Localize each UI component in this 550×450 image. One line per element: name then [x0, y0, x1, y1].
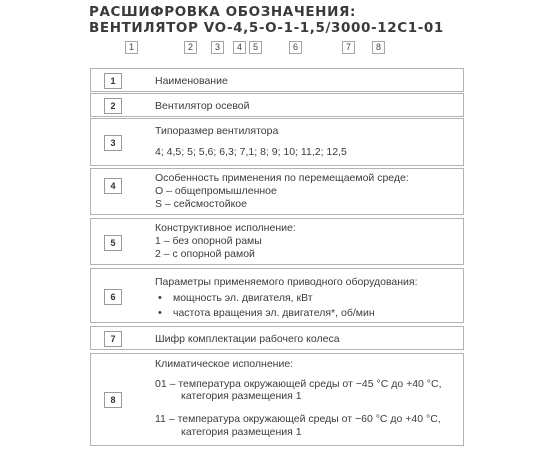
legend-row-2 [90, 93, 464, 117]
row-number: 4 [104, 178, 122, 194]
row-text: 11 – температура окружающей среды от −60 °С до +40 °С, [155, 413, 441, 425]
legend-row-6 [90, 268, 464, 323]
legend-row-7 [90, 326, 464, 350]
bullet-icon: • [158, 292, 162, 304]
row-text: 1 – без опорной рамы [155, 235, 262, 247]
title-line-1: РАСШИФРОВКА ОБОЗНАЧЕНИЯ: [89, 4, 356, 20]
marker-6: 6 [289, 41, 302, 54]
legend-row-4 [90, 168, 464, 215]
marker-4: 4 [233, 41, 246, 54]
marker-1: 1 [125, 41, 138, 54]
row-text: категория размещения 1 [181, 390, 302, 402]
marker-2: 2 [184, 41, 197, 54]
row-number: 1 [104, 73, 122, 89]
row-number: 2 [104, 98, 122, 114]
row-text: мощность эл. двигателя, кВт [173, 292, 313, 304]
row-text: О – общепромышленное [155, 185, 277, 197]
row-number: 3 [104, 135, 122, 151]
row-text: Шифр комплектации рабочего колеса [155, 333, 340, 345]
legend-row-3 [90, 118, 464, 166]
row-heading: Особенность применения по перемещаемой среде: [155, 172, 409, 184]
marker-3: 3 [211, 41, 224, 54]
legend-row-5 [90, 218, 464, 265]
marker-7: 7 [342, 41, 355, 54]
bullet-icon: • [158, 307, 162, 319]
row-heading: Конструктивное исполнение: [155, 222, 296, 234]
title-line-2: ВЕНТИЛЯТОР VO-4,5-O-1-1,5/3000-12C1-01 [89, 20, 444, 36]
row-text: 2 – с опорной рамой [155, 248, 255, 260]
row-text: S – сейсмостойкое [155, 198, 247, 210]
row-heading: Типоразмер вентилятора [155, 125, 279, 137]
row-heading: Параметры применяемого приводного оборудования: [155, 276, 418, 288]
legend-row-1 [90, 68, 464, 92]
row-number: 7 [104, 331, 122, 347]
row-number: 6 [104, 289, 122, 305]
row-text: Наименование [155, 75, 228, 87]
row-text: Вентилятор осевой [155, 100, 250, 112]
row-number: 5 [104, 235, 122, 251]
marker-8: 8 [372, 41, 385, 54]
row-text: 01 – температура окружающей среды от −45 °С до +40 °С, [155, 378, 442, 390]
row-text: 4; 4,5; 5; 5,6; 6,3; 7,1; 8; 9; 10; 11,2; 12,5 [155, 146, 347, 158]
row-text: частота вращения эл. двигателя*, об/мин [173, 307, 375, 319]
marker-5: 5 [249, 41, 262, 54]
row-number: 8 [104, 392, 122, 408]
row-text: категория размещения 1 [181, 426, 302, 438]
row-heading: Климатическое исполнение: [155, 358, 294, 370]
legend-row-8 [90, 353, 464, 446]
